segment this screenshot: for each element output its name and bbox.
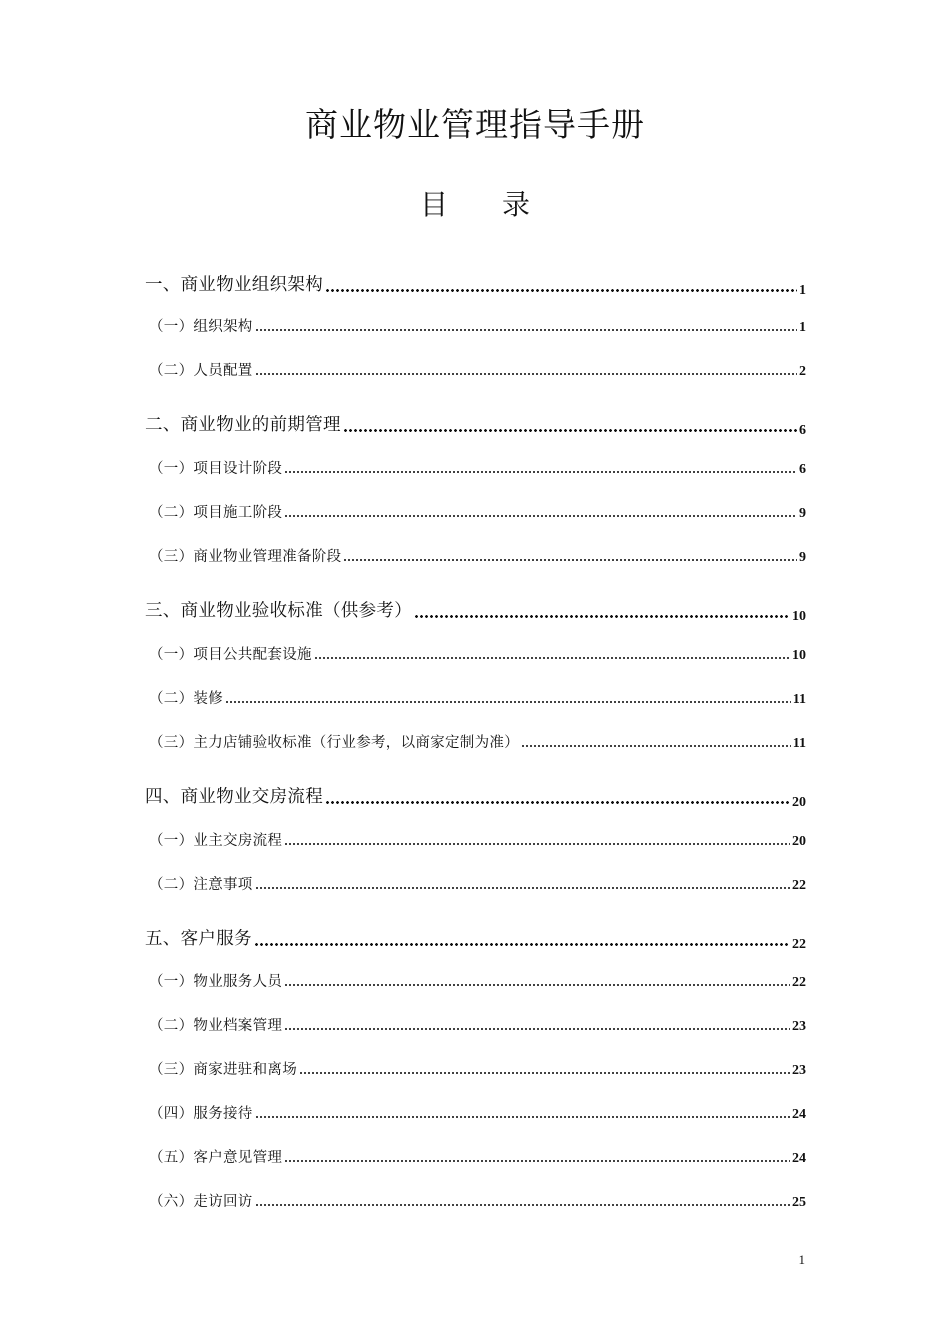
dot-leader — [255, 886, 790, 890]
dot-leader — [284, 983, 790, 987]
toc-entry-label: （一）组织架构 — [149, 319, 253, 335]
toc-entry[interactable] — [149, 1190, 806, 1211]
dot-leader — [521, 744, 791, 748]
toc-entry[interactable] — [149, 1146, 806, 1167]
toc-entry-label: （一）项目设计阶段 — [149, 461, 283, 477]
toc-entry-page-number: 1 — [799, 320, 806, 335]
dot-leader — [284, 514, 797, 518]
toc-entry[interactable] — [149, 315, 806, 336]
toc-entry-label: 四、商业物业交房流程 — [145, 787, 323, 807]
toc-entry-label: （一）业主交房流程 — [149, 833, 283, 849]
dot-leader — [255, 1203, 790, 1207]
toc-entry-page-number: 11 — [792, 736, 806, 751]
toc-entry[interactable] — [145, 925, 806, 950]
dot-leader — [284, 470, 797, 474]
toc-entry-label: （二）物业档案管理 — [149, 1018, 283, 1034]
toc-entry-page-number: 23 — [792, 1019, 806, 1034]
toc-entry-page-number: 9 — [799, 506, 806, 521]
toc-entry-label: （三）商业物业管理准备阶段 — [149, 549, 342, 565]
dot-leader — [343, 558, 797, 562]
toc-entry-label: （二）人员配置 — [149, 363, 253, 379]
toc-entry-label: （一）物业服务人员 — [149, 974, 283, 990]
toc-entry-page-number: 6 — [799, 423, 806, 438]
toc-entry-page-number: 20 — [792, 795, 806, 810]
toc-entry[interactable] — [149, 873, 806, 894]
toc-entry-page-number: 23 — [792, 1063, 806, 1078]
toc-entry[interactable] — [149, 643, 806, 664]
dot-leader — [284, 842, 790, 846]
toc-entry-label: （六）走访回访 — [149, 1194, 253, 1210]
toc-entry-label: （五）客户意见管理 — [149, 1150, 283, 1166]
toc-entry-page-number: 24 — [792, 1151, 806, 1166]
dot-leader — [325, 288, 797, 293]
toc-entry-label: （三）商家进驻和离场 — [149, 1062, 297, 1078]
toc-entry-page-number: 24 — [792, 1107, 806, 1122]
dot-leader — [414, 614, 790, 619]
dot-leader — [299, 1071, 790, 1075]
dot-leader — [284, 1027, 790, 1031]
toc-entry-page-number: 1 — [799, 283, 806, 298]
toc-entry-label: （四）服务接待 — [149, 1106, 253, 1122]
dot-leader — [343, 428, 797, 433]
toc-entry[interactable] — [145, 783, 806, 808]
toc-entry-page-number: 20 — [792, 834, 806, 849]
toc-entry[interactable] — [149, 731, 806, 752]
toc-entry[interactable] — [149, 1102, 806, 1123]
toc-entry[interactable] — [149, 457, 806, 478]
dot-leader — [314, 656, 790, 660]
toc-entry-page-number: 11 — [792, 692, 806, 707]
dot-leader — [225, 700, 791, 704]
toc-entry[interactable] — [145, 271, 806, 296]
toc-entry-page-number: 6 — [799, 462, 806, 477]
toc-entry-label: （二）项目施工阶段 — [149, 505, 283, 521]
toc-entry[interactable] — [149, 545, 806, 566]
toc-entry-label: （二）注意事项 — [149, 877, 253, 893]
toc-entry-page-number: 25 — [792, 1195, 806, 1210]
toc-entry-label: 五、客户服务 — [145, 929, 252, 949]
toc-heading-char: 目 — [419, 188, 448, 221]
toc-entry[interactable] — [149, 970, 806, 991]
toc-entry-label: （三）主力店铺验收标准（行业参考，以商家定制为准） — [149, 735, 519, 751]
toc-heading-char: 录 — [502, 188, 531, 221]
dot-leader — [255, 328, 797, 332]
footer-page-number: 1 — [798, 1252, 805, 1267]
toc-entry-page-number: 22 — [792, 975, 806, 990]
toc-entry-label: （一）项目公共配套设施 — [149, 647, 312, 663]
dot-leader — [255, 372, 797, 376]
toc-entry-page-number: 9 — [799, 550, 806, 565]
toc-entry[interactable] — [149, 501, 806, 522]
toc-entry-page-number: 22 — [792, 937, 806, 952]
dot-leader — [254, 942, 790, 947]
dot-leader — [284, 1159, 790, 1163]
toc-entry[interactable] — [145, 597, 806, 622]
toc-entry-label: 二、商业物业的前期管理 — [145, 415, 341, 435]
toc-entry-label: 三、商业物业验收标准（供参考） — [145, 601, 412, 621]
toc-entry[interactable] — [149, 829, 806, 850]
toc-entry-page-number: 22 — [792, 878, 806, 893]
toc-entry-label: 一、商业物业组织架构 — [145, 275, 323, 295]
toc-entry[interactable] — [149, 1014, 806, 1035]
toc-entry[interactable] — [145, 411, 806, 436]
dot-leader — [325, 800, 790, 805]
document-title: 商业物业管理指导手册 — [305, 105, 645, 144]
toc-entry-page-number: 10 — [792, 609, 806, 624]
toc-entry-label: （二）装修 — [149, 691, 223, 707]
dot-leader — [255, 1115, 790, 1119]
toc-entry[interactable] — [149, 687, 806, 708]
toc-entry-page-number: 2 — [799, 364, 806, 379]
toc-entry-page-number: 10 — [792, 648, 806, 663]
toc-entry[interactable] — [149, 359, 806, 380]
toc-entry[interactable] — [149, 1058, 806, 1079]
